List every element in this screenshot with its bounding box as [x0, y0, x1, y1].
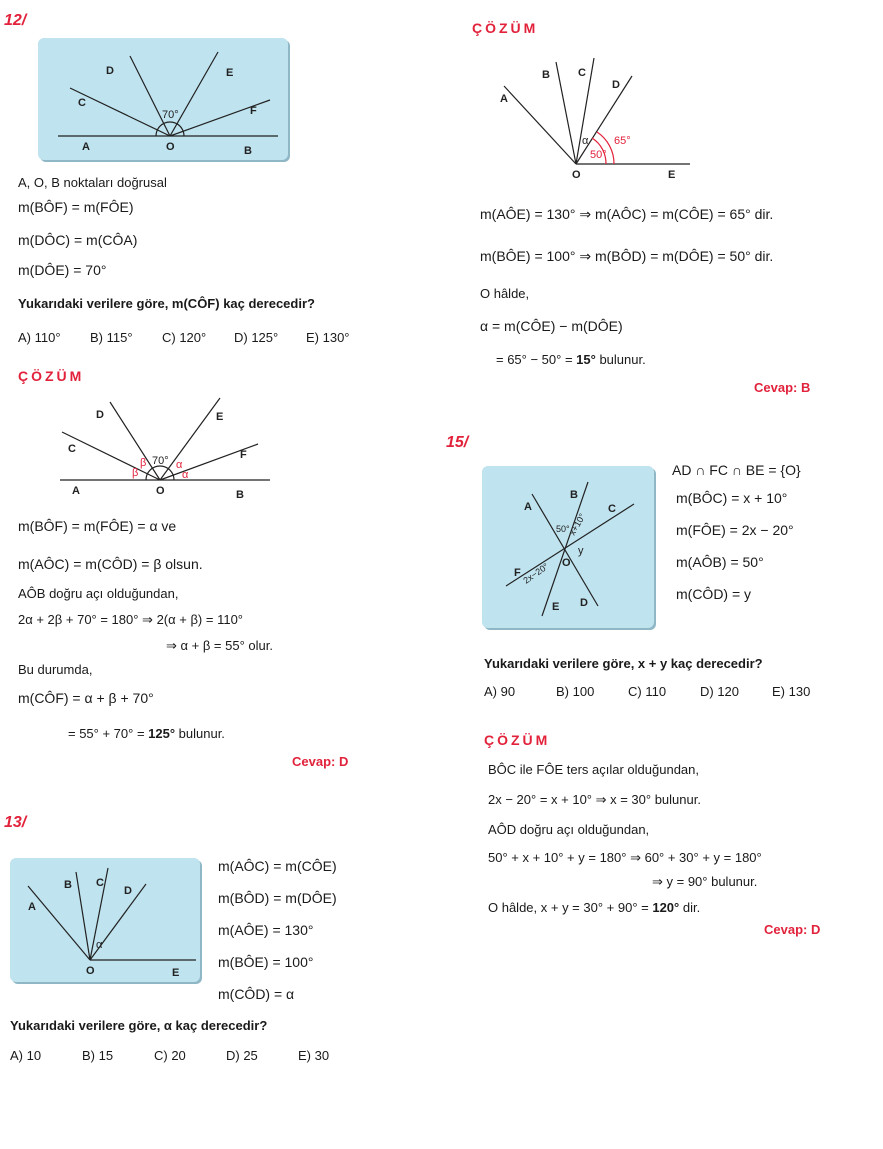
q15-angle-y: y: [578, 545, 584, 557]
sol12-beta-2: β: [140, 457, 147, 469]
question-13-number: 13/: [4, 814, 27, 831]
sol12-label-O: O: [156, 485, 165, 497]
sol13-label-E: E: [668, 169, 676, 180]
q15-question: Yukarıdaki verilere göre, x + y kaç derecedir?: [484, 656, 763, 671]
q15-choice-d[interactable]: D) 120: [700, 684, 740, 699]
q12-label-C: C: [78, 97, 86, 109]
q12-label-A: A: [82, 141, 90, 153]
q15-label-O: O: [562, 557, 571, 569]
q13-label-B: B: [64, 879, 72, 891]
q12-label-D: D: [106, 65, 114, 77]
q12-angle-label: 70°: [162, 109, 179, 121]
q13-given-5: m(CÔD) = α: [218, 986, 295, 1002]
sol12-line-1: m(BÔF) = m(FÔE) = α ve: [18, 518, 177, 534]
q12-label-B: B: [244, 145, 252, 157]
sol15-title: ÇÖZÜM: [484, 732, 551, 748]
q12-given-3: m(DÔC) = m(CÔA): [18, 232, 138, 248]
question-12-number: 12/: [4, 12, 27, 29]
q12-choice-b[interactable]: B) 115°: [90, 330, 133, 345]
q13-choice-a[interactable]: A) 10: [10, 1048, 42, 1063]
sol13-line-4: α = m(CÔE) − m(DÔE): [480, 318, 623, 334]
q12-choice-e[interactable]: E) 130°: [306, 330, 350, 345]
q12-question: Yukarıdaki verilere göre, m(CÔF) kaç derecedir?: [18, 296, 315, 311]
q15-given-1: AD ∩ FC ∩ BE = {O}: [672, 462, 801, 478]
q15-given-2: m(BÔC) = x + 10°: [676, 490, 788, 506]
sol12-line-8: = 55° + 70° = 125° bulunur.: [68, 726, 225, 741]
q13-alpha: α: [96, 939, 103, 951]
question-15-number: 15/: [446, 434, 469, 451]
sol12-alpha-2: α: [182, 469, 189, 481]
q13-choice-b[interactable]: B) 15: [82, 1048, 114, 1063]
sol12-label-B: B: [236, 489, 244, 500]
sol15-line-5: ⇒ y = 90° bulunur.: [652, 874, 758, 889]
sol12-line-7: m(CÔF) = α + β + 70°: [18, 690, 154, 706]
q13-given-2: m(BÔD) = m(DÔE): [218, 890, 337, 906]
q15-choice-e[interactable]: E) 130: [772, 684, 811, 699]
q15-angle-2x: 2x−20°: [521, 561, 551, 586]
q13-choice-e[interactable]: E) 30: [298, 1048, 330, 1063]
sol12-label-F: F: [240, 449, 247, 461]
q12-label-F: F: [250, 105, 257, 117]
q13-choice-c[interactable]: C) 20: [154, 1048, 186, 1063]
sol12-figure: [50, 388, 280, 500]
question-15-figure: [482, 466, 654, 628]
q15-angle-x10: x+10°: [567, 511, 588, 537]
sol12-label-A: A: [72, 485, 80, 497]
question-13-figure-box: [10, 858, 200, 982]
sol12-label-E: E: [216, 411, 224, 423]
q12-choice-a[interactable]: A) 110°: [18, 330, 61, 345]
q15-label-F: F: [514, 567, 521, 579]
sol13-figure: [490, 40, 700, 180]
sol15-line-3: AÔD doğru açı olduğundan,: [488, 822, 650, 837]
q15-choice-a[interactable]: A) 90: [484, 684, 516, 699]
q13-label-C: C: [96, 877, 104, 889]
q13-choices: [10, 1048, 329, 1063]
sol15-line-4: 50° + x + 10° + y = 180° ⇒ 60° + 30° + y = 180°: [488, 850, 762, 865]
question-12-figure-box: [38, 38, 288, 160]
q12-choice-d[interactable]: D) 125°: [234, 330, 279, 345]
sol13-line-5: = 65° − 50° = 15° bulunur.: [496, 352, 646, 367]
q15-given-3: m(FÔE) = 2x − 20°: [676, 522, 794, 538]
q15-label-D: D: [580, 597, 588, 609]
sol12-answer: Cevap: D: [292, 754, 349, 769]
question-15-figure-box: [482, 466, 654, 628]
q12-label-E: E: [226, 67, 234, 79]
sol13-title: ÇÖZÜM: [472, 20, 539, 36]
q15-label-C: C: [608, 503, 616, 515]
q13-question: Yukarıdaki verilere göre, α kaç derecedir?: [10, 1018, 268, 1033]
sol13-alpha: α: [582, 135, 589, 147]
sol12-line-3: AÔB doğru açı olduğundan,: [18, 586, 179, 601]
sol13-label-O: O: [572, 169, 581, 180]
sol15-answer: Cevap: D: [764, 922, 821, 937]
q13-label-E: E: [172, 967, 180, 979]
q15-given-4: m(AÔB) = 50°: [676, 554, 764, 570]
q15-label-A: A: [524, 501, 532, 513]
sol12-line-4: 2α + 2β + 70° = 180° ⇒ 2(α + β) = 110°: [18, 612, 243, 627]
q13-label-D: D: [124, 885, 132, 897]
sol13-label-C: C: [578, 67, 586, 79]
sol13-line-3: O hâlde,: [480, 286, 530, 301]
sol12-label-C: C: [68, 443, 76, 455]
sol12-line-2: m(AÔC) = m(CÔD) = β olsun.: [18, 556, 203, 572]
sol15-line-6: O hâlde, x + y = 30° + 90° = 120° dir.: [488, 900, 701, 915]
q12-given-4: m(DÔE) = 70°: [18, 262, 107, 278]
q12-given-2: m(BÔF) = m(FÔE): [18, 199, 134, 215]
sol12-line-5: ⇒ α + β = 55° olur.: [166, 638, 273, 653]
q12-given-1: A, O, B noktaları doğrusal: [18, 175, 167, 190]
q13-given-4: m(BÔE) = 100°: [218, 954, 314, 970]
q15-label-B: B: [570, 489, 578, 501]
sol12-angle-label: 70°: [152, 455, 169, 467]
sol13-angle-50: 50°: [590, 149, 607, 161]
q13-given-1: m(AÔC) = m(CÔE): [218, 858, 337, 874]
sol13-answer: Cevap: B: [754, 380, 811, 395]
sol13-line-2: m(BÔE) = 100° ⇒ m(BÔD) = m(DÔE) = 50° dir.: [480, 248, 774, 264]
sol13-label-D: D: [612, 79, 620, 91]
q13-choice-d[interactable]: D) 25: [226, 1048, 258, 1063]
sol12-title: ÇÖZÜM: [18, 368, 85, 384]
q15-choices: [484, 684, 810, 699]
q15-angle-50: 50°: [556, 524, 570, 534]
q13-given-3: m(AÔE) = 130°: [218, 922, 314, 938]
q15-label-E: E: [552, 601, 560, 613]
question-12-figure: [38, 38, 288, 160]
sol12-alpha-1: α: [176, 459, 183, 471]
sol13-label-A: A: [500, 93, 508, 105]
sol12-label-D: D: [96, 409, 104, 421]
sol15-line-1: BÔC ile FÔE ters açılar olduğundan,: [488, 762, 699, 777]
sol13-angle-65: 65°: [614, 135, 631, 147]
q15-choice-c[interactable]: C) 110: [628, 684, 667, 699]
q13-label-A: A: [28, 901, 36, 913]
sol12-beta-1: β: [132, 467, 139, 479]
q13-label-O: O: [86, 965, 95, 977]
q12-choice-c[interactable]: C) 120°: [162, 330, 207, 345]
q12-label-O: O: [166, 141, 175, 153]
q15-given-5: m(CÔD) = y: [676, 586, 752, 602]
sol13-label-B: B: [542, 69, 550, 81]
q15-choice-b[interactable]: B) 100: [556, 684, 595, 699]
sol15-line-2: 2x − 20° = x + 10° ⇒ x = 30° bulunur.: [488, 792, 701, 807]
sol12-line-6: Bu durumda,: [18, 662, 93, 677]
q12-choices: [18, 330, 350, 345]
sol13-line-1: m(AÔE) = 130° ⇒ m(AÔC) = m(CÔE) = 65° dir.: [480, 206, 774, 222]
question-13-figure: [10, 858, 200, 982]
